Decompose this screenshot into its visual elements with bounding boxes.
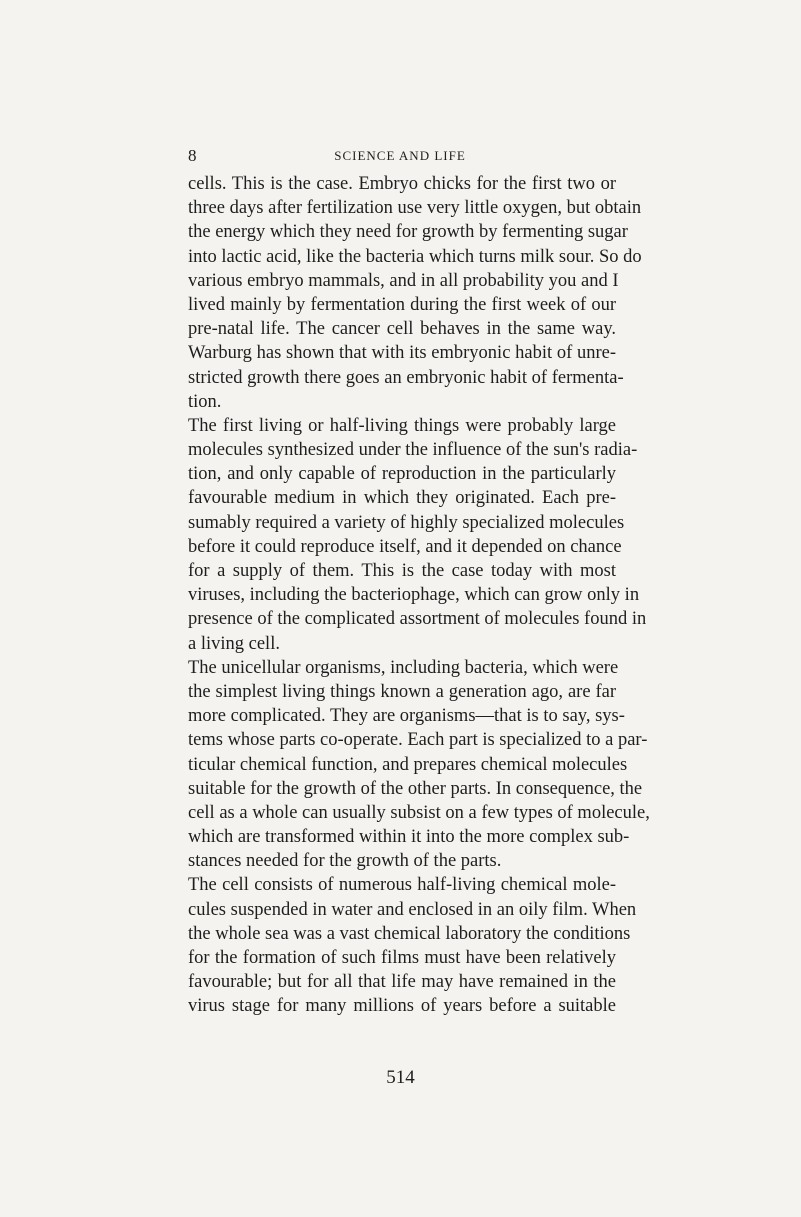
text-line: favourable; but for all that life may have remained in the [188, 972, 616, 993]
running-title: SCIENCE AND LIFE [334, 148, 466, 163]
text-line: stricted growth there goes an embryonic habit of fermenta- [188, 367, 624, 388]
text-line: favourable medium in which they originated. Each pre- [188, 488, 616, 509]
body-text [188, 172, 650, 1019]
text-line: lived mainly by fermentation during the first week of our [188, 294, 616, 315]
text-line: ticular chemical function, and prepares chemical molecules [188, 754, 628, 775]
text-line: cell as a whole can usually subsist on a few types of molecule, [188, 802, 650, 823]
text-line: The unicellular organisms, including bacteria, which were [188, 657, 619, 678]
text-line: before it could reproduce itself, and it depended on chance [188, 536, 622, 557]
text-line: for a supply of them. This is the case today with most [188, 561, 616, 581]
text-line: molecules synthesized under the influence of the sun's radia- [188, 440, 638, 461]
text-line: which are transformed within it into the more complex sub- [188, 827, 630, 848]
text-line: tion. [188, 391, 222, 412]
text-line: Warburg has shown that with its embryonic habit of unre- [188, 343, 616, 364]
text-line: the simplest living things known a generation ago, are far [188, 681, 616, 702]
text-line: stances needed for the growth of the parts. [188, 851, 502, 872]
text-line: tion, and only capable of reproduction in the particularly [188, 464, 616, 485]
text-line: various embryo mammals, and in all probability you and I [188, 270, 619, 291]
text-line: suitable for the growth of the other parts. In consequence, the [188, 778, 643, 799]
text-line: sumably required a variety of highly specialized molecules [188, 512, 625, 533]
folio: 514 [386, 1067, 415, 1088]
text-line: the energy which they need for growth by fermenting sugar [188, 222, 628, 243]
text-line: The cell consists of numerous half-living chemical mole- [188, 875, 616, 896]
text-line: cules suspended in water and enclosed in an oily film. When [188, 899, 637, 920]
text-line: virus stage for many millions of years before a suitable [188, 996, 616, 1017]
page-number: 8 [188, 146, 197, 165]
text-line: The first living or half-living things were probably large [188, 415, 616, 436]
text-line: more complicated. They are organisms—that is to say, sys- [188, 706, 625, 727]
text-line: cells. This is the case. Embryo chicks for the first two or [188, 174, 616, 194]
text-line: the whole sea was a vast chemical laboratory the conditions [188, 923, 631, 944]
text-line: presence of the complicated assortment of molecules found in [188, 609, 647, 630]
text-line: a living cell. [188, 633, 280, 654]
text-line: viruses, including the bacteriophage, which can grow only in [188, 585, 640, 606]
text-line: pre-natal life. The cancer cell behaves in the same way. [188, 319, 616, 340]
text-line: three days after fertilization use very little oxygen, but obtain [188, 198, 642, 219]
text-line: for the formation of such films must have been relatively [188, 948, 616, 968]
text-line: tems whose parts co-operate. Each part is specialized to a par- [188, 730, 648, 751]
running-head [188, 146, 612, 170]
text-line: into lactic acid, like the bacteria which turns milk sour. So do [188, 246, 642, 267]
